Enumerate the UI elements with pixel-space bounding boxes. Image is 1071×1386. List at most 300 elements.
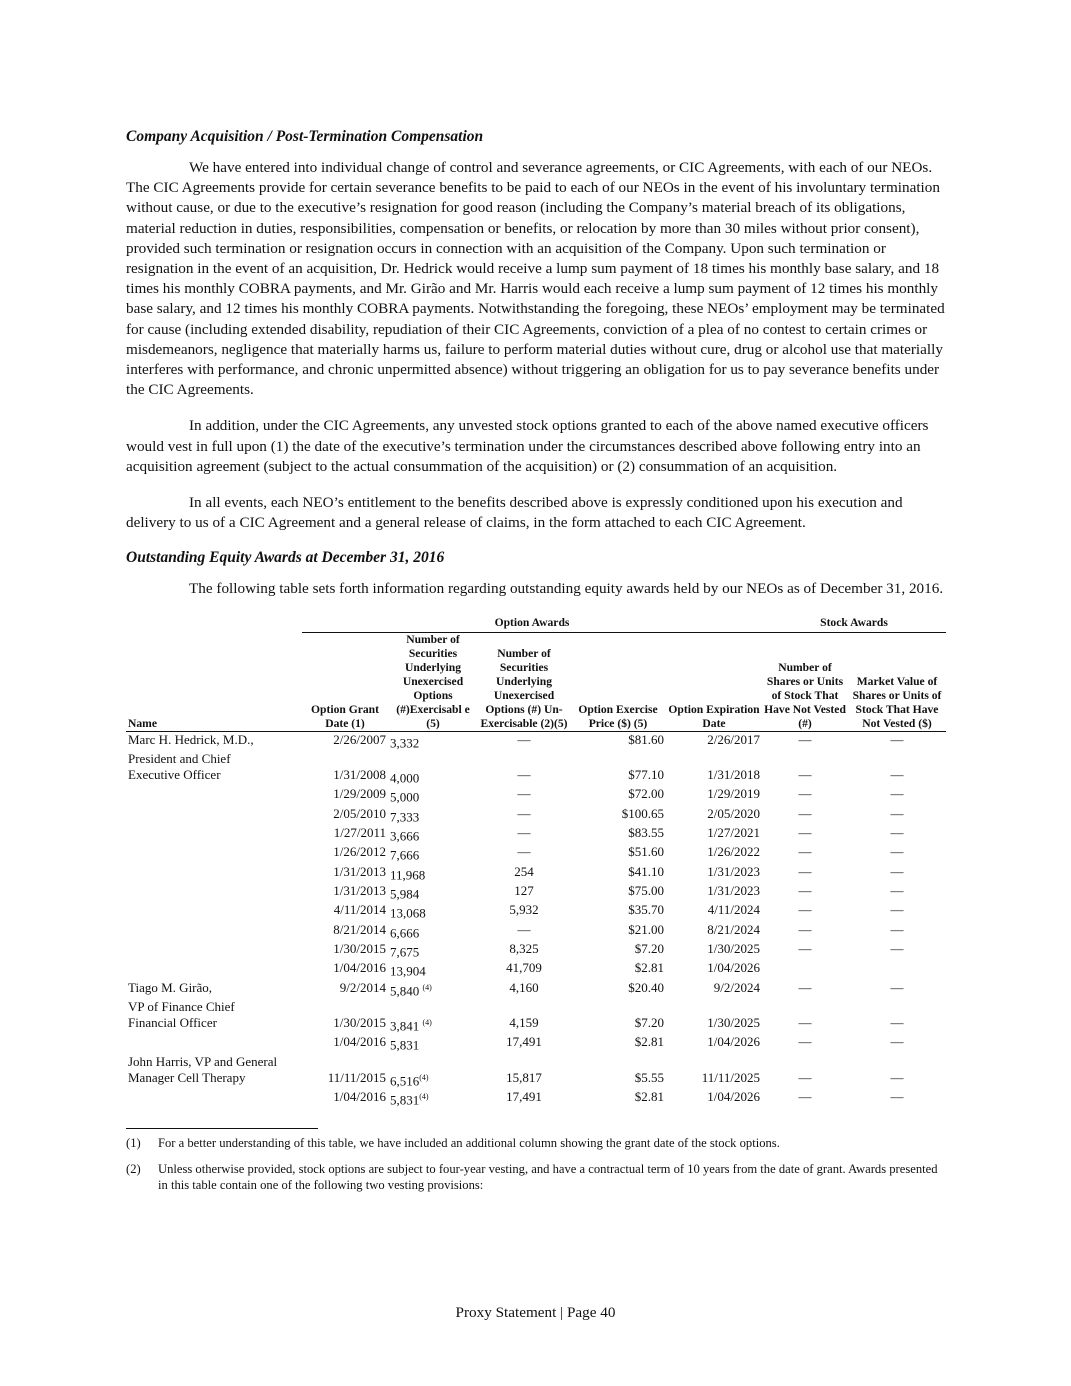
row-expiration-date (666, 1015, 762, 1034)
row-exercise-price-value: $21.00 (628, 921, 664, 937)
row-exercisable (388, 922, 478, 941)
row-shares-not-vested (762, 883, 848, 902)
row-exercise-price (570, 960, 666, 979)
row-grant-date (302, 864, 388, 883)
row-exercisable (388, 902, 478, 921)
row-exercisable-value: 5,840 (390, 982, 423, 998)
row-market-value (848, 960, 946, 979)
row-exercisable (388, 767, 478, 786)
row-exercisable (388, 1089, 478, 1108)
paragraph-vesting: In addition, under the CIC Agreements, any unvested stock options granted to each of the above named executive officers would vest in full upon (1) the date of the executive’s termination under the circumstances described above following entry into an acquisition agreement (subject to the actual consummation of the acquisition) or (2) consummation of an acquisition. (126, 417, 929, 475)
row-expiration-date-value: 1/31/2023 (707, 882, 760, 898)
row-expiration-date-value: 1/30/2025 (707, 940, 760, 956)
column-header-grant-date: Option Grant Date (1) (302, 632, 388, 731)
row-exercisable-value: 3,332 (390, 734, 420, 750)
row-grant-date (302, 751, 388, 767)
row-unexercisable (478, 1034, 570, 1053)
row-market-value-value: — (890, 979, 904, 995)
table-row (126, 902, 946, 921)
row-name (126, 999, 302, 1015)
row-unexercisable (478, 1015, 570, 1034)
row-name (126, 864, 302, 883)
row-shares-not-vested-value: — (798, 921, 812, 937)
table-row (126, 1015, 946, 1034)
row-market-value-value: — (890, 766, 904, 782)
row-grant-date-value: 2/26/2007 (333, 731, 386, 747)
section-heading-equity-awards: Outstanding Equity Awards at December 31, 2016 (126, 549, 445, 567)
row-name (126, 980, 302, 999)
table-row (126, 806, 946, 825)
row-exercisable (388, 1054, 478, 1070)
row-exercisable (388, 844, 478, 863)
row-grant-date-value: 4/11/2014 (333, 902, 386, 918)
row-grant-date (302, 844, 388, 863)
row-unexercisable (478, 902, 570, 921)
row-name (126, 960, 302, 979)
row-shares-not-vested (762, 825, 848, 844)
row-exercise-price (570, 902, 666, 921)
row-market-value-value: — (890, 731, 904, 747)
row-expiration-date-value: 4/11/2024 (707, 902, 760, 918)
row-exercise-price (570, 883, 666, 902)
row-unexercisable (478, 960, 570, 979)
row-market-value-value: — (890, 844, 904, 860)
row-exercisable-value: 7,675 (390, 944, 420, 960)
row-expiration-date (666, 751, 762, 767)
row-exercisable-value: 7,333 (390, 808, 420, 824)
row-grant-date (302, 902, 388, 921)
table-group-header-row (126, 616, 946, 633)
row-market-value-value: — (890, 1014, 904, 1030)
row-expiration-date (666, 844, 762, 863)
table-body (126, 731, 946, 1108)
row-market-value-value: — (890, 882, 904, 898)
row-exercise-price (570, 999, 666, 1015)
row-exercisable (388, 980, 478, 999)
row-grant-date-value: 1/04/2016 (333, 960, 386, 976)
table-row (126, 864, 946, 883)
column-header-shares-not-vested: Number of Shares or Units of Stock That Have Not Vested (#) (762, 632, 848, 731)
row-grant-date-value: 2/05/2010 (333, 805, 386, 821)
row-exercisable (388, 825, 478, 844)
column-header-market-value: Market Value of Shares or Units of Stock That Have Not Vested ($) (848, 632, 946, 731)
row-grant-date-value: 1/26/2012 (333, 844, 386, 860)
row-unexercisable (478, 806, 570, 825)
row-grant-date-value: 11/11/2015 (327, 1069, 386, 1085)
row-shares-not-vested (762, 864, 848, 883)
table-row (126, 1089, 946, 1108)
row-name (126, 844, 302, 863)
paragraph-entitlement: In all events, each NEO’s entitlement to the benefits described above is expressly conditioned upon his execution and delivery to us of a CIC Agreement and a general release of claims, in the form attached to each CIC Agreement. (126, 494, 903, 532)
row-unexercisable (478, 786, 570, 805)
table-row (126, 1070, 946, 1089)
row-unexercisable (478, 844, 570, 863)
row-name (126, 1089, 302, 1108)
row-exercise-price-value: $2.81 (634, 960, 664, 976)
row-grant-date (302, 1034, 388, 1053)
row-unexercisable-value: 4,160 (509, 979, 539, 995)
row-exercise-price (570, 941, 666, 960)
row-grant-date-value: 9/2/2014 (339, 979, 386, 995)
row-expiration-date (666, 960, 762, 979)
row-exercise-price-value: $2.81 (634, 1088, 664, 1104)
row-exercise-price-value: $72.00 (628, 786, 664, 802)
row-exercisable (388, 1015, 478, 1034)
row-exercisable (388, 1070, 478, 1089)
column-header-expiration: Option Expiration Date (666, 632, 762, 731)
footnote-text: Unless otherwise provided, stock options are subject to four-year vesting, and have a contractual term of 10 years from the date of grant. Awards presented in this table contain one of the following two vesting provisions: (158, 1162, 938, 1193)
row-shares-not-vested (762, 902, 848, 921)
row-exercise-price (570, 786, 666, 805)
row-exercisable-value: 13,068 (390, 905, 426, 921)
row-exercisable (388, 806, 478, 825)
row-exercisable (388, 731, 478, 751)
row-shares-not-vested (762, 999, 848, 1015)
row-name (126, 922, 302, 941)
row-market-value (848, 864, 946, 883)
row-exercise-price (570, 1089, 666, 1108)
row-unexercisable (478, 825, 570, 844)
row-grant-date (302, 825, 388, 844)
row-shares-not-vested (762, 980, 848, 999)
row-exercise-price (570, 864, 666, 883)
row-exercise-price-value: $7.20 (634, 1014, 664, 1030)
row-exercisable-value: 3,666 (390, 828, 420, 844)
row-exercise-price (570, 1034, 666, 1053)
row-grant-date (302, 767, 388, 786)
row-expiration-date (666, 980, 762, 999)
row-unexercisable-value: 17,491 (506, 1034, 542, 1050)
row-expiration-date-value: 11/11/2025 (701, 1069, 760, 1085)
row-shares-not-vested-value: — (798, 1069, 812, 1085)
row-name (126, 825, 302, 844)
row-unexercisable (478, 980, 570, 999)
row-exercise-price-value: $7.20 (634, 940, 664, 956)
row-market-value (848, 1015, 946, 1034)
paragraph-table-intro: The following table sets forth information regarding outstanding equity awards held by our NEOs as of December 31, 2016. (189, 580, 944, 598)
row-shares-not-vested (762, 786, 848, 805)
row-shares-not-vested (762, 922, 848, 941)
row-exercisable-value: 13,904 (390, 963, 426, 979)
row-name (126, 786, 302, 805)
row-expiration-date-value: 2/26/2017 (707, 731, 760, 747)
row-exercisable (388, 960, 478, 979)
row-expiration-date (666, 1034, 762, 1053)
table-row (126, 825, 946, 844)
row-shares-not-vested (762, 731, 848, 751)
row-unexercisable-value: — (517, 786, 531, 802)
row-exercise-price (570, 1054, 666, 1070)
row-exercise-price-value: $51.60 (628, 844, 664, 860)
row-market-value (848, 1054, 946, 1070)
row-expiration-date (666, 1070, 762, 1089)
row-grant-date (302, 941, 388, 960)
row-market-value (848, 1070, 946, 1089)
row-market-value-value: — (890, 1069, 904, 1085)
row-unexercisable (478, 864, 570, 883)
row-name-value: John Harris, VP and General (128, 1053, 278, 1069)
column-header-exercisable: Number of Securities Underlying Unexercised Options (#)Exercisabl e (5) (388, 632, 478, 731)
row-market-value (848, 1034, 946, 1053)
row-market-value-value: — (890, 805, 904, 821)
row-name-value: Marc H. Hedrick, M.D., (128, 731, 254, 747)
section-heading-acquisition: Company Acquisition / Post-Termination Compensation (126, 128, 484, 145)
row-market-value (848, 1089, 946, 1108)
row-unexercisable (478, 731, 570, 751)
row-name (126, 767, 302, 786)
group-header-option-awards: Option Awards (302, 616, 762, 633)
table-row (126, 941, 946, 960)
row-expiration-date (666, 922, 762, 941)
table-row (126, 1054, 946, 1070)
row-expiration-date (666, 767, 762, 786)
row-market-value (848, 902, 946, 921)
table-row (126, 980, 946, 999)
row-name (126, 751, 302, 767)
row-exercise-price (570, 980, 666, 999)
row-grant-date (302, 960, 388, 979)
row-expiration-date-value: 1/04/2026 (707, 1034, 760, 1050)
table-row (126, 786, 946, 805)
row-exercise-price (570, 751, 666, 767)
row-exercise-price-value: $35.70 (628, 902, 664, 918)
row-shares-not-vested-value: — (798, 902, 812, 918)
row-shares-not-vested-value: — (798, 979, 812, 995)
row-exercise-price (570, 806, 666, 825)
row-unexercisable (478, 999, 570, 1015)
row-expiration-date-value: 1/30/2025 (707, 1014, 760, 1030)
row-exercise-price-value: $81.60 (628, 731, 664, 747)
row-expiration-date (666, 825, 762, 844)
row-unexercisable (478, 883, 570, 902)
row-grant-date (302, 1015, 388, 1034)
row-unexercisable-value: — (517, 766, 531, 782)
row-market-value (848, 883, 946, 902)
row-unexercisable (478, 1070, 570, 1089)
row-unexercisable-value: 41,709 (506, 960, 542, 976)
row-market-value-value: — (890, 863, 904, 879)
footnote-number: (2) (126, 1162, 141, 1177)
row-exercise-price-value: $77.10 (628, 766, 664, 782)
row-grant-date (302, 1070, 388, 1089)
table-row (126, 751, 946, 767)
row-name-value: President and Chief (128, 750, 231, 766)
row-name (126, 1015, 302, 1034)
row-exercise-price-value: $83.55 (628, 824, 664, 840)
row-exercisable-value: 5,831 (390, 1092, 420, 1108)
row-grant-date (302, 980, 388, 999)
row-exercisable (388, 786, 478, 805)
group-header-stock-awards: Stock Awards (762, 616, 946, 633)
row-expiration-date (666, 902, 762, 921)
row-unexercisable (478, 1054, 570, 1070)
row-exercisable (388, 864, 478, 883)
row-grant-date (302, 1089, 388, 1108)
row-grant-date-value: 8/21/2014 (333, 921, 386, 937)
table-row (126, 767, 946, 786)
row-name (126, 731, 302, 751)
row-exercise-price (570, 844, 666, 863)
row-unexercisable (478, 922, 570, 941)
footnote-number: (1) (126, 1136, 141, 1151)
table-column-header-row (126, 632, 946, 731)
row-shares-not-vested (762, 1089, 848, 1108)
row-expiration-date (666, 1089, 762, 1108)
row-name (126, 902, 302, 921)
row-shares-not-vested-value: — (798, 940, 812, 956)
column-header-exercise-price: Option Exercise Price ($) (5) (570, 632, 666, 731)
row-exercisable (388, 999, 478, 1015)
row-exercisable (388, 883, 478, 902)
row-unexercisable-value: — (517, 731, 531, 747)
row-unexercisable-value: 4,159 (509, 1014, 539, 1030)
row-shares-not-vested-value: — (798, 786, 812, 802)
row-expiration-date-value: 1/04/2026 (707, 960, 760, 976)
footnote-ref: (4) (422, 982, 432, 992)
row-shares-not-vested (762, 960, 848, 979)
row-shares-not-vested-value: — (798, 805, 812, 821)
row-market-value (848, 825, 946, 844)
row-name-value: VP of Finance Chief (128, 998, 235, 1014)
row-shares-not-vested-value: — (798, 731, 812, 747)
row-unexercisable-value: 15,817 (506, 1069, 542, 1085)
row-exercise-price-value: $5.55 (634, 1069, 664, 1085)
row-exercisable (388, 941, 478, 960)
row-market-value (848, 941, 946, 960)
row-name-value: Manager Cell Therapy (128, 1069, 246, 1085)
row-name (126, 1070, 302, 1089)
row-grant-date-value: 1/31/2013 (333, 882, 386, 898)
table-row (126, 844, 946, 863)
row-exercisable-value: 6,516 (390, 1072, 420, 1088)
row-expiration-date (666, 786, 762, 805)
row-exercisable (388, 1034, 478, 1053)
table-row (126, 960, 946, 979)
row-name-value: Executive Officer (128, 766, 221, 782)
row-shares-not-vested-value: — (798, 882, 812, 898)
row-shares-not-vested (762, 1054, 848, 1070)
row-exercise-price-value: $2.81 (634, 1034, 664, 1050)
row-shares-not-vested-value: — (798, 1088, 812, 1104)
row-unexercisable-value: 17,491 (506, 1088, 542, 1104)
document-page (126, 118, 946, 1203)
row-grant-date (302, 786, 388, 805)
row-grant-date-value: 1/30/2015 (333, 1014, 386, 1030)
row-unexercisable-value: — (517, 824, 531, 840)
row-grant-date (302, 922, 388, 941)
row-unexercisable-value: — (517, 921, 531, 937)
row-name (126, 1034, 302, 1053)
footnote-2 (126, 1161, 946, 1193)
row-name (126, 1054, 302, 1070)
row-market-value-value: — (890, 824, 904, 840)
row-expiration-date (666, 1054, 762, 1070)
row-exercise-price (570, 731, 666, 751)
row-exercisable-value: 11,968 (390, 866, 426, 882)
table-row (126, 883, 946, 902)
row-expiration-date (666, 883, 762, 902)
row-shares-not-vested (762, 767, 848, 786)
row-expiration-date (666, 731, 762, 751)
row-shares-not-vested-value: — (798, 1034, 812, 1050)
row-exercisable-value: 4,000 (390, 770, 420, 786)
row-grant-date-value: 1/29/2009 (333, 786, 386, 802)
footnote-1 (126, 1135, 946, 1151)
row-shares-not-vested (762, 1070, 848, 1089)
footnote-ref: (4) (419, 1091, 429, 1101)
row-grant-date-value: 1/30/2015 (333, 940, 386, 956)
row-exercise-price (570, 767, 666, 786)
row-expiration-date-value: 1/04/2026 (707, 1088, 760, 1104)
row-expiration-date-value: 8/21/2024 (707, 921, 760, 937)
row-name-value: Tiago M. Girão, (128, 979, 213, 995)
row-expiration-date (666, 999, 762, 1015)
table-row (126, 999, 946, 1015)
table-row (126, 1034, 946, 1053)
row-shares-not-vested (762, 806, 848, 825)
row-market-value (848, 767, 946, 786)
row-market-value (848, 806, 946, 825)
row-exercise-price (570, 1070, 666, 1089)
footnote-text: For a better understanding of this table, we have included an additional column showing the grant date of the stock options. (158, 1136, 780, 1151)
row-shares-not-vested-value: — (798, 844, 812, 860)
footnote-ref: (4) (419, 1072, 429, 1082)
row-market-value (848, 922, 946, 941)
row-unexercisable-value: 254 (514, 863, 534, 879)
row-grant-date (302, 731, 388, 751)
row-expiration-date (666, 806, 762, 825)
equity-awards-table (126, 616, 946, 1109)
row-shares-not-vested (762, 1015, 848, 1034)
row-market-value (848, 844, 946, 863)
column-header-unexercisable: Number of Securities Underlying Unexercised Options (#) Un- Exercisable (2)(5) (478, 632, 570, 731)
row-exercisable-value: 7,666 (390, 847, 420, 863)
row-exercise-price-value: $75.00 (628, 882, 664, 898)
row-unexercisable (478, 941, 570, 960)
row-grant-date (302, 999, 388, 1015)
row-unexercisable (478, 751, 570, 767)
row-market-value-value: — (890, 940, 904, 956)
page-footer: Proxy Statement | Page 40 (455, 1304, 616, 1321)
row-market-value (848, 731, 946, 751)
row-market-value (848, 980, 946, 999)
row-exercise-price (570, 825, 666, 844)
row-grant-date-value: 1/31/2008 (333, 766, 386, 782)
row-exercisable-value: 5,831 (390, 1037, 420, 1053)
row-expiration-date-value: 2/05/2020 (707, 805, 760, 821)
row-name-value: Financial Officer (128, 1014, 217, 1030)
row-exercise-price-value: $100.65 (621, 805, 664, 821)
row-name (126, 806, 302, 825)
row-shares-not-vested-value: — (798, 766, 812, 782)
row-exercisable (388, 751, 478, 767)
row-expiration-date-value: 1/31/2023 (707, 863, 760, 879)
row-grant-date (302, 1054, 388, 1070)
row-market-value-value: — (890, 1034, 904, 1050)
row-exercisable-value: 3,841 (390, 1018, 423, 1034)
row-market-value-value: — (890, 921, 904, 937)
row-unexercisable-value: 5,932 (509, 902, 539, 918)
row-unexercisable (478, 1089, 570, 1108)
row-name (126, 941, 302, 960)
row-grant-date (302, 883, 388, 902)
row-expiration-date-value: 9/2/2024 (713, 979, 760, 995)
row-grant-date (302, 806, 388, 825)
row-grant-date-value: 1/04/2016 (333, 1088, 386, 1104)
row-expiration-date (666, 864, 762, 883)
row-grant-date-value: 1/27/2011 (333, 824, 386, 840)
row-exercise-price (570, 1015, 666, 1034)
